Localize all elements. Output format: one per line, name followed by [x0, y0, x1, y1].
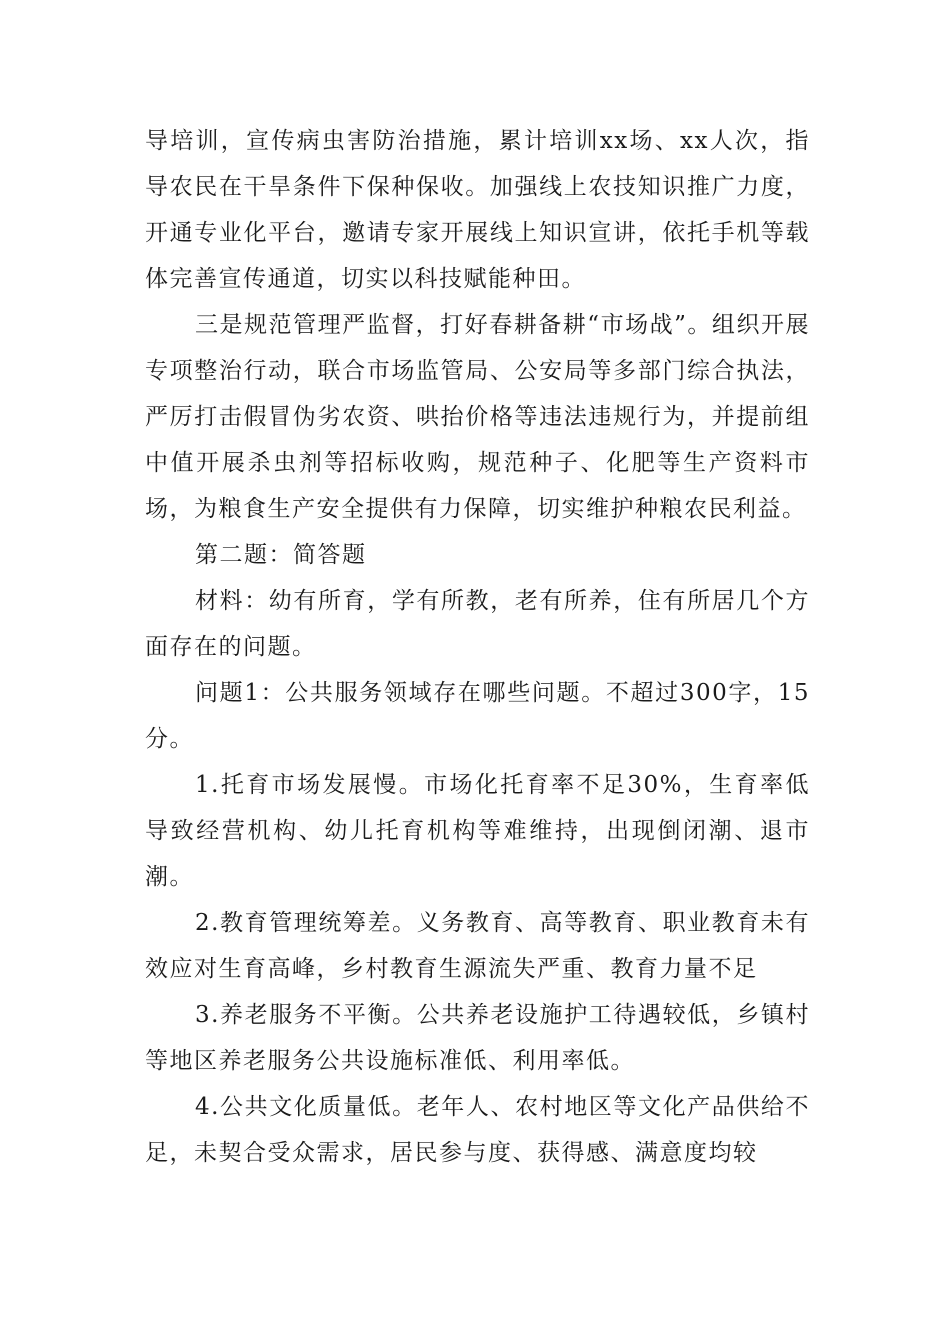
paragraph-continued: 导培训，宣传病虫害防治措施，累计培训xx场、xx人次，指导农民在干旱条件下保种保收。加强线上农技知识推广力度，开通专业化平台，邀请专家开展线上知识宣讲，依托手机等载体完善宣传通道，切实以科技赋能种田。: [145, 128, 810, 292]
list-item-4: 4.公共文化质量低。老年人、农村地区等文化产品供给不足，未契合受众需求，居民参与度、获得感、满意度均较: [145, 1094, 810, 1166]
list-item-3: 3.养老服务不平衡。公共养老设施护工待遇较低，乡镇村等地区养老服务公共设施标准低、利用率低。: [145, 1002, 810, 1074]
paragraph-question-one: 问题1：公共服务领域存在哪些问题。不超过300字，15分。: [145, 680, 810, 752]
paragraph-material: 材料：幼有所育，学有所教，老有所养，住有所居几个方面存在的问题。: [145, 588, 810, 660]
section-heading-question-two: 第二题：简答题: [195, 542, 367, 568]
document-body: [145, 118, 810, 1176]
list-item-2: 2.教育管理统筹差。义务教育、高等教育、职业教育未有效应对生育高峰，乡村教育生源流失严重、教育力量不足: [145, 910, 810, 982]
list-item-1: 1.托育市场发展慢。市场化托育率不足30%，生育率低导致经营机构、幼儿托育机构等难维持，出现倒闭潮、退市潮。: [145, 772, 810, 890]
paragraph-market-supervision: 三是规范管理严监督，打好春耕备耕“市场战”。组织开展专项整治行动，联合市场监管局、公安局等多部门综合执法，严厉打击假冒伪劣农资、哄抬价格等违法违规行为，并提前组中值开展杀虫剂等招标收购，规范种子、化肥等生产资料市场，为粮食生产安全提供有力保障，切实维护种粮农民利益。: [145, 312, 810, 522]
